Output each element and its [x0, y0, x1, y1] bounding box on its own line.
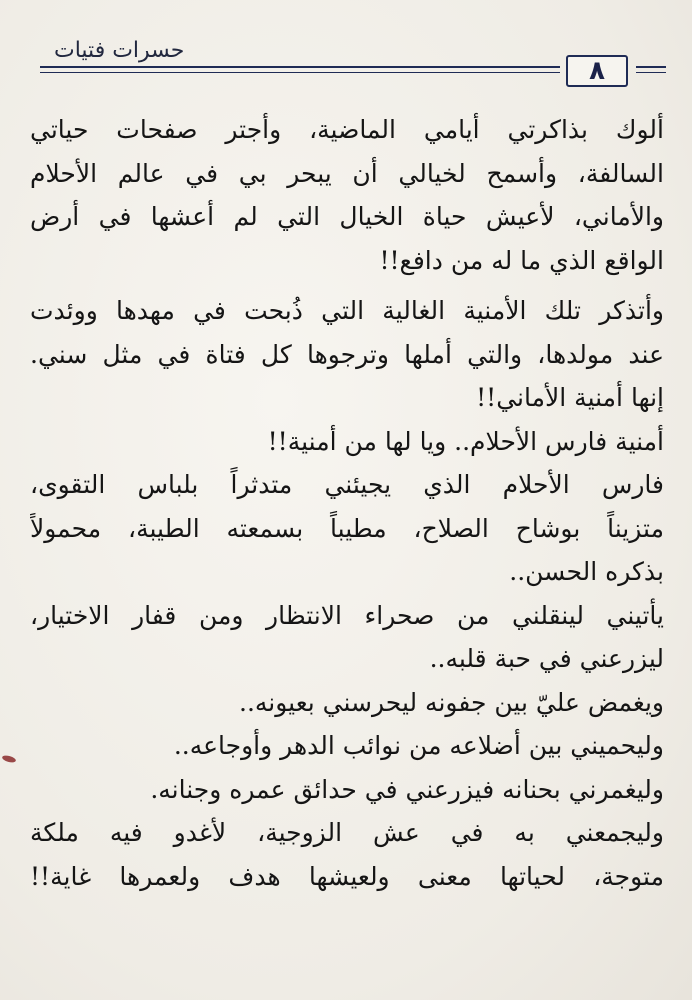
text-line: ويغمض عليّ بين جفونه ليحرسني بعيونه.. — [239, 687, 664, 717]
ink-smudge — [1, 754, 16, 763]
text-line: وأتذكر تلك الأمنية الغالية التي ذُبحت في مهدها ووئدت — [30, 296, 664, 325]
header-rule-right-thin — [636, 72, 666, 73]
text-line: متزيناً بوشاح الصلاح، مطيباً بسمعته الطيبة، محمولاً — [30, 513, 664, 543]
text-line: عند مولدها، والتي أملها وترجوها كل فتاة في مثل سني. — [30, 339, 664, 369]
text-line: إنها أمنية الأماني!! — [476, 383, 664, 412]
body-text — [30, 108, 664, 898]
text-line: السالفة، وأسمح لخيالي أن يبحر بي في عالم الأحلام — [30, 158, 664, 188]
running-title: حسرات فتيات — [54, 38, 185, 63]
text-line: فارس الأحلام الذي يجيئني متدثراً بلباس التقوى، — [30, 470, 664, 499]
header-rule — [40, 66, 560, 68]
header-rule-right — [636, 66, 666, 68]
text-line: بذكره الحسن.. — [509, 557, 664, 586]
page-number: ٨ — [566, 55, 628, 87]
text-line: وليحميني بين أضلاعه من نوائب الدهر وأوجاعه.. — [173, 731, 664, 760]
page-header — [0, 26, 692, 86]
text-line: ليزرعني في حبة قلبه.. — [429, 644, 664, 673]
text-line: والأماني، لأعيش حياة الخيال التي لم أعشها في أرض — [30, 202, 664, 231]
text-line: أمنية فارس الأحلام.. ويا لها من أمنية!! — [267, 426, 664, 456]
text-line: ألوك بذاكرتي أيامي الماضية، وأجتر صفحات حياتي — [30, 115, 664, 144]
text-line: متوجة، لحياتها معنى ولعيشها هدف ولعمرها غاية!! — [30, 861, 664, 891]
text-line: وليجمعني به في عش الزوجية، لأغدو فيه ملكة — [30, 818, 664, 847]
text-line: يأتيني لينقلني من صحراء الانتظار ومن قفار الاختيار، — [30, 600, 664, 630]
text-line: الواقع الذي ما له من دافع!! — [379, 245, 664, 275]
text-line: وليغمرني بحنانه فيزرعني في حدائق عمره وجنانه. — [150, 774, 664, 804]
header-rule-thin — [40, 72, 560, 73]
